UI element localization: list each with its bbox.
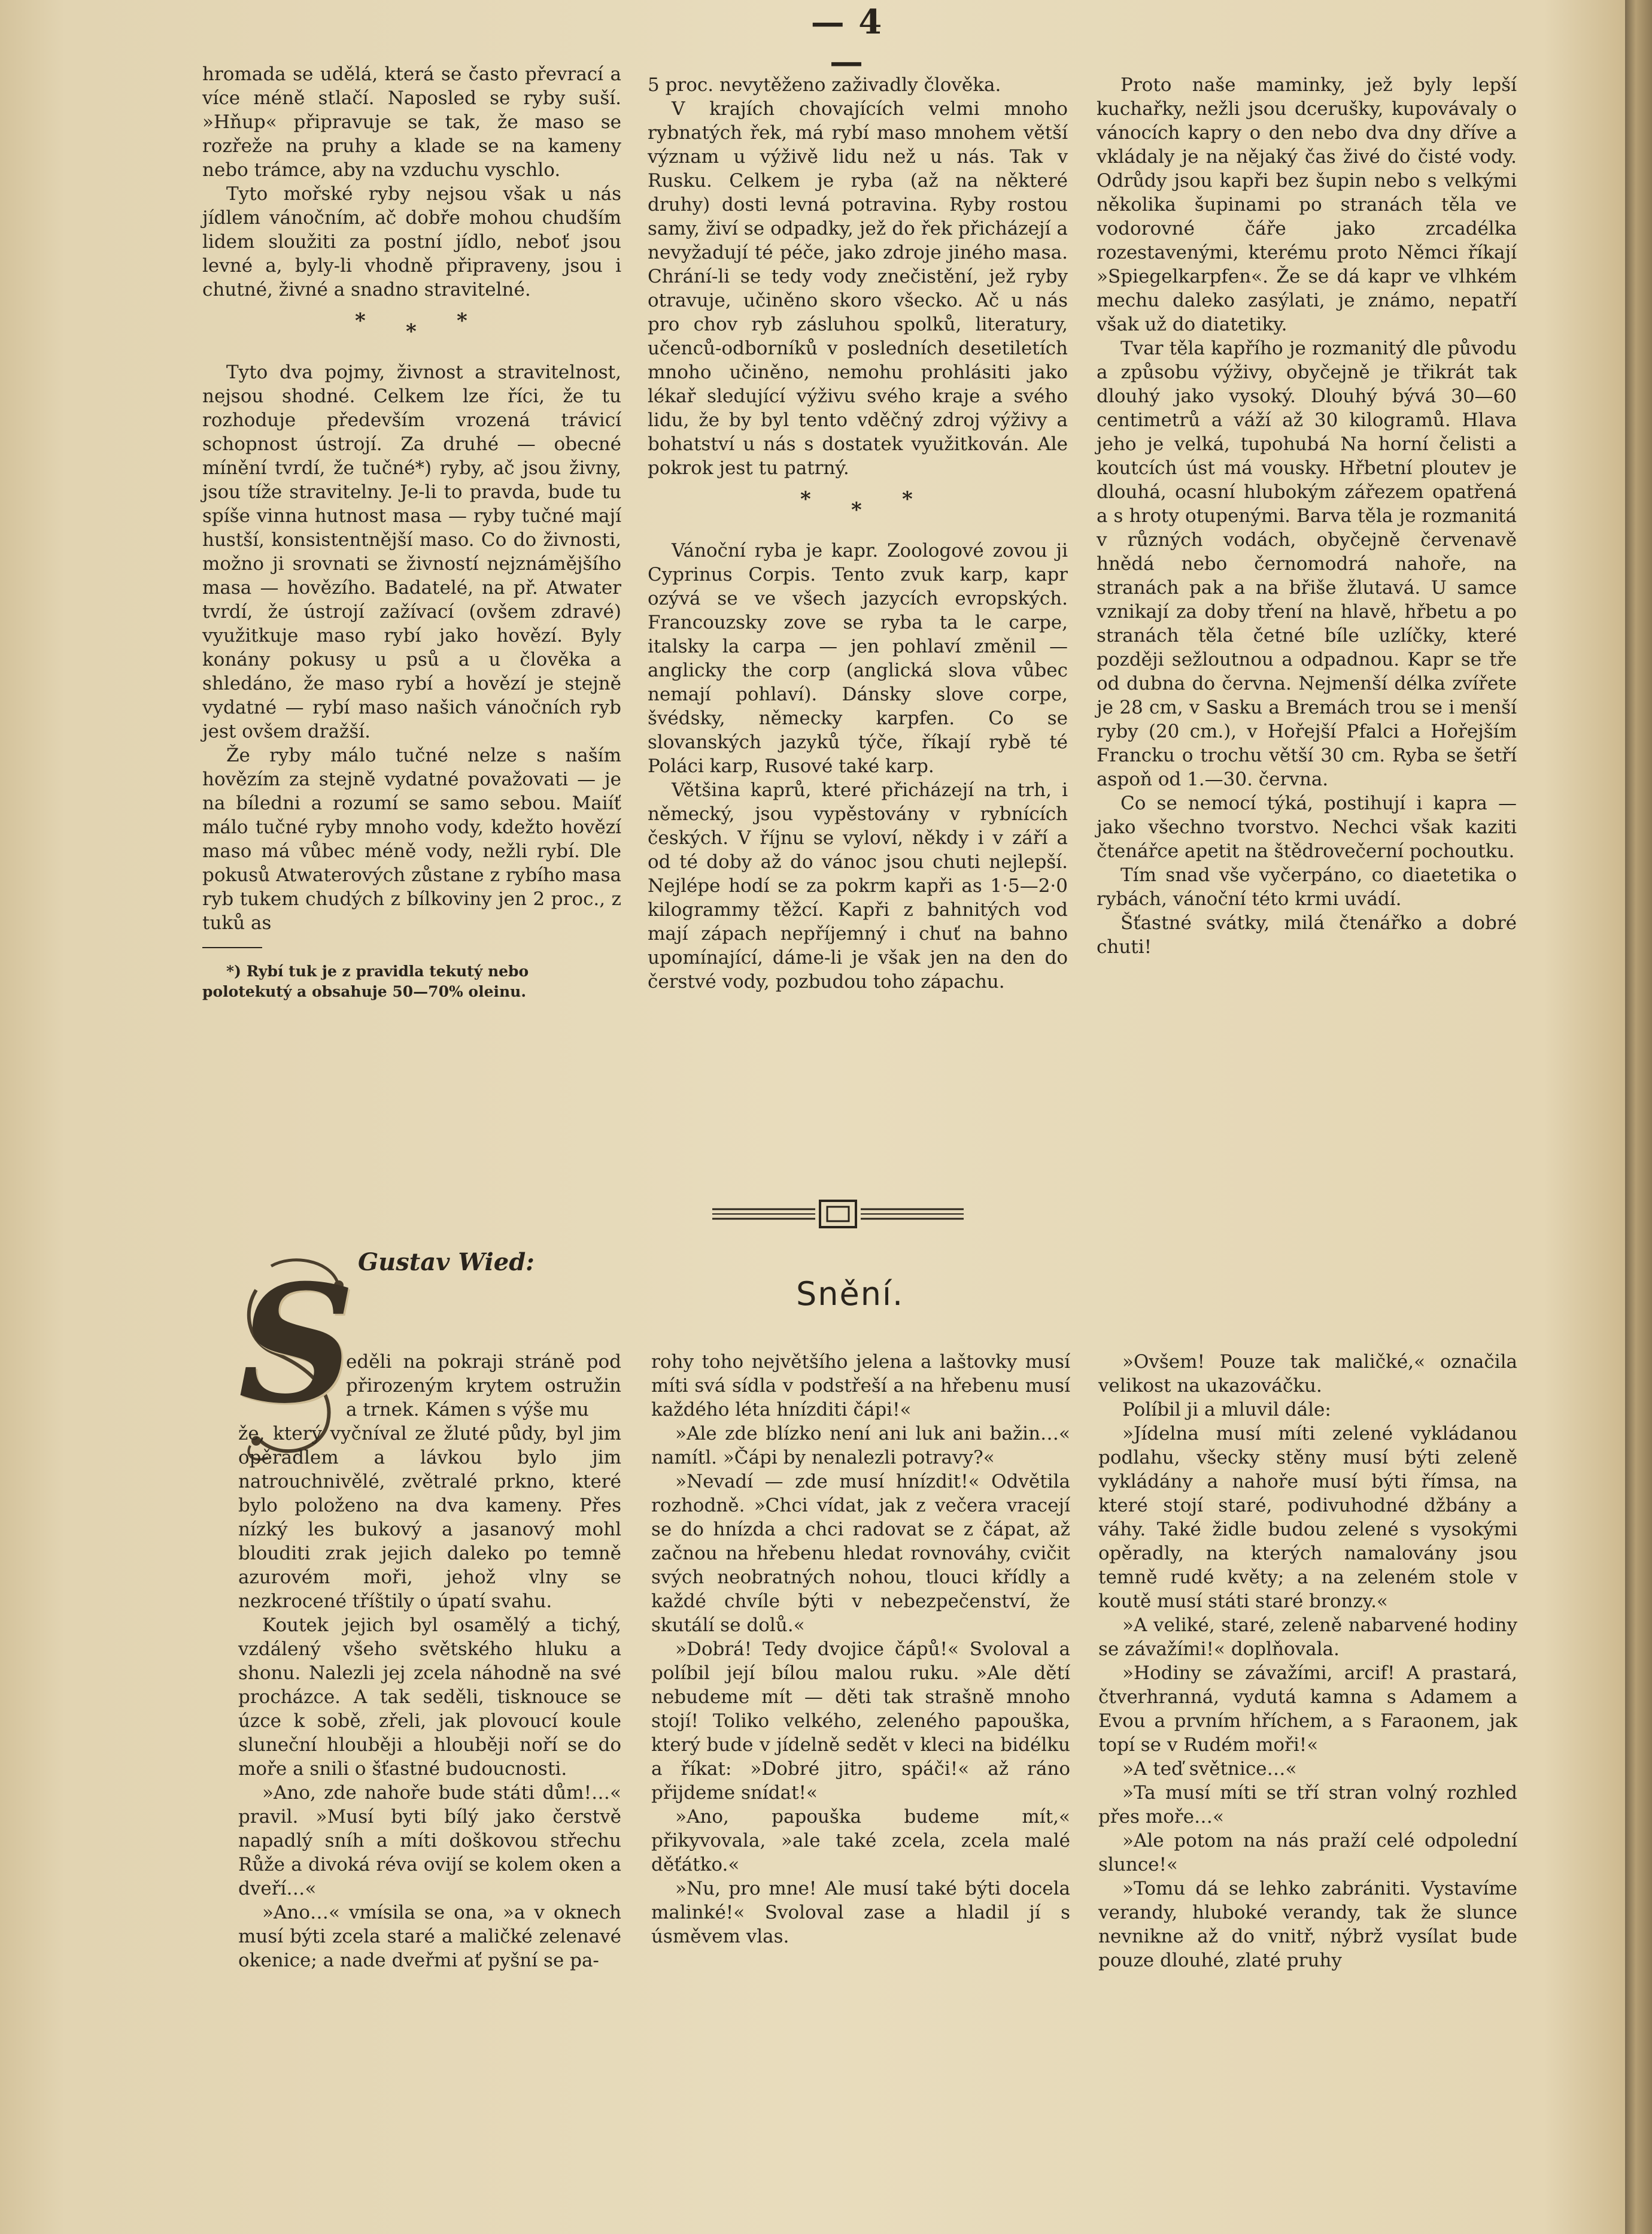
story-author: Gustav Wied: xyxy=(358,1248,535,1276)
paragraph: »A teď světnice…« xyxy=(1122,1758,1297,1780)
paragraph: »Dobrá! Tedy dvojice čápů!« Svoloval a políbil její bílou malou ruku. »Ale dětí nebudeme mít — děti tak strašně mnoho stojí! Toliko velkého, zeleného papouška, který bude v jídelně sedět v kleci na bidélku a říkat: »Dobré jitro, spáči!« až ráno přijdeme snídat!« xyxy=(651,1638,1070,1804)
paragraph: rohy toho největšího jelena a laštovky musí míti svá sídla v podstřeší a na hřebenu musí každého léta hnízditi čápi!« xyxy=(651,1351,1070,1420)
paragraph: »Ano, papouška budeme mít,« přikyvovala, »ale také zcela, zcela malé děťátko.« xyxy=(651,1806,1070,1875)
paragraph: »Ano, zde nahoře bude státi dům!…« pravil. »Musí byti bílý jako čerstvě napadlý sníh a míti doškovou střechu Růže a divoká réva ovijí se kolem oken a dveří…« xyxy=(238,1782,621,1899)
footnote-rule xyxy=(202,947,262,948)
article-column-3 xyxy=(1097,73,1517,959)
binding-edge xyxy=(1625,0,1652,2234)
paragraph: eděli na pokraji stráně pod přirozeným krytem ostružin a trnek. Kámen s výše mu xyxy=(346,1351,621,1420)
paragraph: Tím snad vše vyčerpáno, co diaetetika o rybách, vánoční této krmi uvádí. xyxy=(1097,864,1517,910)
paragraph: Tyto dva pojmy, živnost a stravitelnost, nejsou shodné. Celkem lze říci, že tu rozhoduje především vrozená trávicí schopnost ústrojí. Za druhé — obecné mínění tvrdí, že tučné*) ryby, ač jsou živny, jsou tíže stravitelny. Je-li to pravda, bude tu spíše vinna hutnost masa — ryby tučné mají hustší, konsistentnější maso. Co do živnosti, možno ji srovnati se živností nejznámějšího masa — hovězího. Badatelé, na př. Atwater tvrdí, že ústrojí zažívací (ovšem zdravé) využitkuje maso rybí jako hovězí. Byly konány pokusy u psů a u člověka a shledáno, že maso rybí a hovězí je stejně vydatné — rybí maso našich vánočních ryb jest ovšem dražší. xyxy=(202,362,621,742)
paragraph: »Ovšem! Pouze tak maličké,« označila velikost na ukazováčku. xyxy=(1098,1351,1517,1397)
paragraph: Většina kaprů, které přicházejí na trh, i německý, jsou vypěstovány v rybnících českých. V říjnu se vyloví, někdy i v září a od té doby až do vánoc jsou chuti nejlepší. Nejlépe hodí se za pokrm kapři as 1·5—2·0 kilogrammy těžcí. Kapři z bahnitých vod mají zápach nepříjemný i chuť na bahno upomínající, dáme-li je však jen na den do čerstvé vody, pozbudou toho zápachu. xyxy=(648,779,1068,992)
star-1: * xyxy=(355,309,366,333)
article-column-2 xyxy=(648,73,1068,994)
paragraph: Políbil ji a mluvil dále: xyxy=(1122,1399,1331,1420)
paragraph: »A veliké, staré, zeleně nabarvené hodiny se závažími!« doplňovala. xyxy=(1098,1614,1517,1660)
section-separator xyxy=(648,487,1068,526)
star-2: * xyxy=(851,498,862,522)
paragraph: »Ano…« vmísila se ona, »a v oknech musí býti zcela staré a maličké zelenavé okenice; a nade dveřmi ať pyšní se pa- xyxy=(238,1902,621,1971)
paragraph: hromada se udělá, která se často převrací a více méně stlačí. Naposled se ryby suší. »Hňup« připravuje se tak, že maso se rozřeže na pruhy a klade se na kameny nebo trámce, aby na vzduchu vyschlo. xyxy=(202,63,621,181)
story-title: Snění. xyxy=(796,1275,904,1313)
star-2: * xyxy=(406,320,417,344)
paragraph: že, který vyčníval ze žluté půdy, byl jim opěradlem a lávkou bylo jim natrouchnivělé, zvětralé prkno, které bylo položeno na dva kameny. Přes nízký les bukový a jasanový mohl blouditi zrak jejich daleko po temně azurovém moři, jehož vlny se nezkrocené tříštily o úpatí svahu. xyxy=(238,1423,621,1612)
paragraph: Proto naše maminky, jež byly lepší kuchařky, nežli jsou dcerušky, kupovávaly o vánocích kapry o den nebo dva dny dříve a vkládaly je na nějaký čas živé do čisté vody. Odrůdy jsou kapři bez šupin nebo s velkými několika šupinami po stranách těla ve vodorovné čáře jako zrcadélka rozestavenými, kterému proto Němci říkají »Spiegelkarpfen«. Že se dá kapr ve vlhkém mechu daleko zasýlati, je známo, nepatří však už do diatetiky. xyxy=(1097,74,1517,335)
ornament-divider xyxy=(712,1196,964,1232)
story-column-2 xyxy=(651,1350,1070,1948)
paragraph: »Ale zde blízko není ani luk ani bažin…« namítl. »Čápi by nenalezli potravy?« xyxy=(651,1423,1070,1468)
paragraph: Tvar těla kapřího je rozmanitý dle původu a způsobu výživy, obyčejně je třikrát tak dlouhý jako vysoký. Dlouhý bývá 30—60 centimetrů a váží až 30 kilogramů. Hlava jeho je velká, tupohubá Na horní čelisti a koutcích úst má vousky. Hřbetní ploutev je dlouhá, ocasní hlubokým zářezem opatřená a s hroty otupenými. Barva těla je rozmanitá v různých vodách, obyčejně červenavě hnědá nebo černomodrá nahoře, na stranách pak a na břiše žlutavá. U samce vznikají za doby tření na hlavě, hřbetu a po stranách těla četné bíle uzlíčky, které později sežloutnou a odpadnou. Kapr se tře od dubna do června. Nejmenší délka zvířete je 28 cm, v Sasku a Bremách trou se i menší ryby (20 cm.), v Hořejší Pfalci a Hořejším Francku o trochu větší 30 cm. Ryba se šetří aspoň od 1.—30. června. xyxy=(1097,338,1517,790)
paragraph: 5 proc. nevytěženo zaživadly člověka. xyxy=(648,74,1001,96)
paragraph: »Jídelna musí míti zelené vykládanou podlahu, všecky stěny musí býti zeleně vykládány a nahoře musí býti římsa, na které stojí staré, podivuhodné džbány a váhy. Také židle budou zelené s vysokými opěradly, na kterých namalovány jsou temně rudé květy; a na zeleném stole v koutě musí státi staré bronzy.« xyxy=(1098,1423,1517,1612)
story-column-1 xyxy=(238,1350,621,1972)
story-column-3 xyxy=(1098,1350,1517,1972)
paragraph: Šťastné svátky, milá čtenářko a dobré chuti! xyxy=(1097,912,1517,958)
star-3: * xyxy=(902,487,913,511)
footnote: *) Rybí tuk je z pravidla tekutý nebo polotekutý a obsahuje 50—70% oleinu. xyxy=(202,963,529,1000)
paragraph: Koutek jejich byl osamělý a tichý, vzdálený všeho světského hluku a shonu. Nalezli jej zcela náhodně na své procházce. A tak seděli, tisknouce se úzce k sobě, zřeli, jak plovoucí koule sluneční hlouběji a hlouběji noří se do moře a snili o šťastné budoucnosti. xyxy=(238,1614,621,1780)
dropcap-letter: S xyxy=(238,1249,355,1439)
article-column-1 xyxy=(202,62,621,1002)
paragraph: Že ryby málo tučné nelze s naším hovězím za stejně vydatné považovati — je na bíledni a rozumí se samo sebou. Maiíť málo tučné ryby mnoho vody, kdežto hovězí maso má vůbec méně vody, nežli rybí. Dle pokusů Atwaterových zůstane z rybího masa ryb tukem chudých z bílkoviny jen 2 proc., z tuků as xyxy=(202,745,621,934)
paragraph: V krajích chovajících velmi mnoho rybnatých řek, má rybí maso mnohem větší význam u výživě lidu než u nás. Tak v Rusku. Celkem je ryba (až na některé druhy) dosti levná potravina. Ryby rostou samy, živí se odpadky, jež do řek přicházejí a nevyžadují té péče, jako zdroje jiného masa. Chrání-li se tedy vody znečistění, jež ryby otravuje, učiněno skoro všecko. Ač u nás pro chov ryb zásluhou spolků, literatury, učenců-odborníků v posledních desetiletích mnoho učiněno, nemohu prohlásiti jako lékař sledující výživu svého kraje a svého lidu, že by byl tento vděčný zdroj výživy a bohatství u nás s dostatek využitkován. Ale pokrok jest tu patrný. xyxy=(648,98,1068,479)
paragraph: »Nevadí — zde musí hnízdit!« Odvětila rozhodně. »Chci vídat, jak z večera vracejí se do hnízda a chci radovat se z čápat, až začnou na hřebenu hledat rovnováhy, cvičit svých neobratných nohou, tlouci křídly a každé chvíle býti v nebezpečenství, že skutálí se dolů.« xyxy=(651,1471,1070,1636)
page-number: — 4 — xyxy=(810,2,883,81)
paragraph: Vánoční ryba je kapr. Zoologové zovou ji Cyprinus Corpis. Tento zvuk karp, kapr ozývá se ve všech jazycích evropských. Francouzsky zove se ryba ta le carpe, italsky la carpa — jen pohlaví změnil — anglicky the corp (anglická slova vůbec nemají pohlaví). Dánsky slove corpe, švédsky, německy karpfen. Co se slovanských jazyků týče, říkají rybě té Poláci karp, Rusové také karp. xyxy=(648,540,1068,777)
paragraph: Co se nemocí týká, postihují i kapra — jako všechno tvorstvo. Nechci však kaziti čtenářce apetit na štědrovečerní pochoutku. xyxy=(1097,793,1517,862)
star-3: * xyxy=(457,309,467,333)
paragraph: »Nu, pro mne! Ale musí také býti docela malinké!« Svoloval zase a hladil jí s úsměvem vlas. xyxy=(651,1878,1070,1947)
paragraph: Tyto mořské ryby nejsou však u nás jídlem vánočním, ač dobře mohou chudším lidem sloužiti za postní jídlo, neboť jsou levné a, byly-li vhodně připraveny, jsou i chutné, živné a snadno stravitelné. xyxy=(202,183,621,301)
section-separator xyxy=(202,309,621,347)
paragraph: »Ale potom na nás praží celé odpolední slunce!« xyxy=(1098,1830,1517,1875)
paragraph: »Hodiny se závažími, arcif! A prastará, čtverhranná, vydutá kamna s Adamem a Evou a prvním hříchem, a s Faraonem, jak topí se v Rudém moři!« xyxy=(1098,1662,1517,1756)
star-1: * xyxy=(800,487,811,511)
paragraph: »Tomu dá se lehko zabrániti. Vystavíme verandy, hluboké verandy, tak že slunce nevnikne až do vnitř, nýbrž vysílat bude pouze dlouhé, zlaté pruhy xyxy=(1098,1878,1517,1971)
paragraph: »Ta musí míti se tří stran volný rozhled přes moře…« xyxy=(1098,1782,1517,1828)
